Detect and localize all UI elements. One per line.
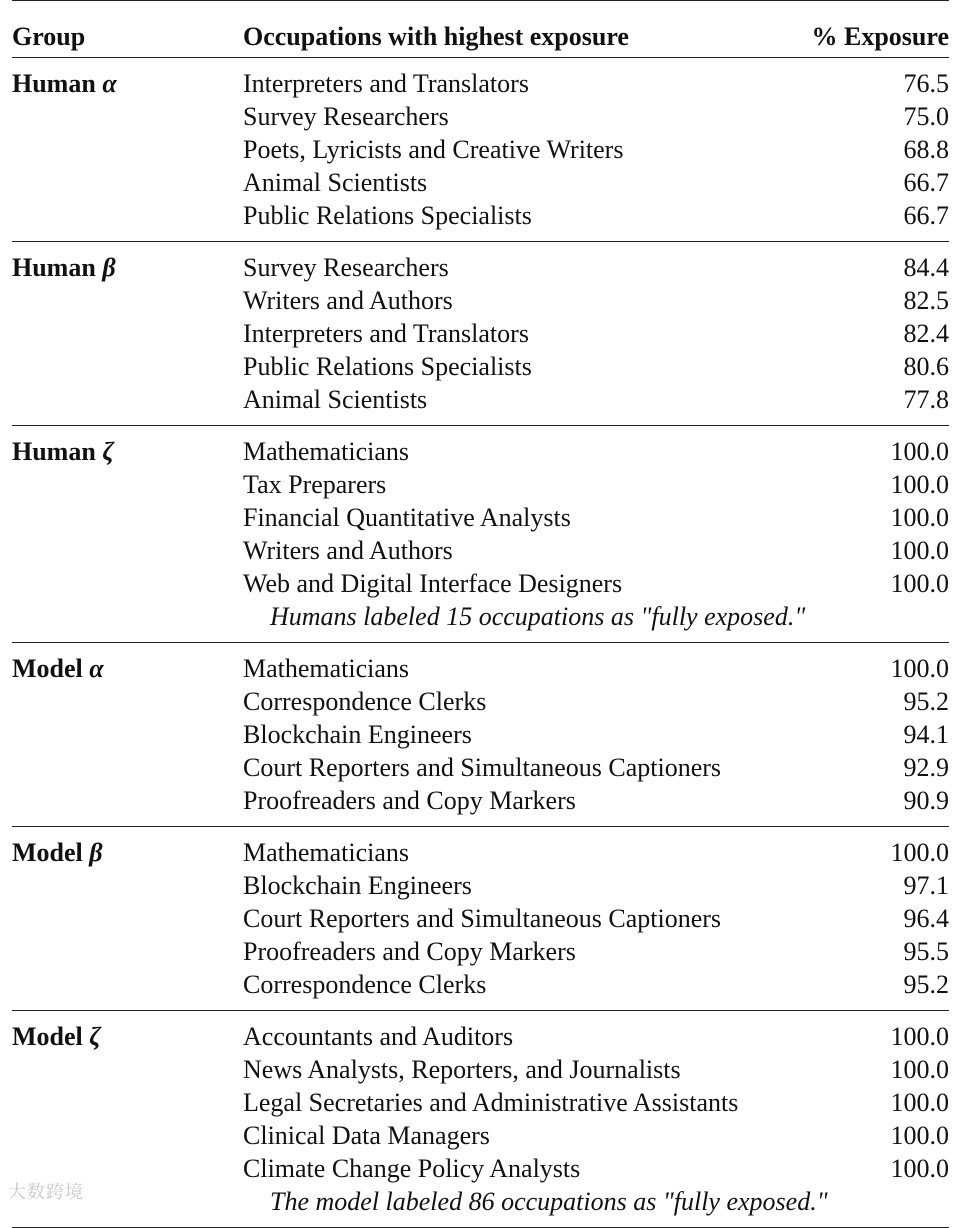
occupation-cell: Survey Researchers: [243, 102, 449, 131]
exposure-cell: 82.4: [903, 319, 949, 348]
exposure-table: [12, 0, 949, 1228]
table-row: [12, 751, 949, 784]
exposure-cell: 90.9: [903, 786, 949, 815]
table-row: [12, 968, 949, 1001]
occupation-cell: Proofreaders and Copy Markers: [243, 937, 576, 966]
table-row: [12, 501, 949, 534]
table-row: [12, 133, 949, 166]
occupation-cell: Interpreters and Translators: [243, 319, 529, 348]
occupation-cell: Mathematicians: [243, 654, 410, 683]
group-name: Human: [12, 253, 96, 282]
table-row: [12, 935, 949, 968]
occupation-cell: Court Reporters and Simultaneous Captioners: [243, 904, 722, 933]
exposure-cell: 100.0: [890, 1088, 949, 1117]
occupation-cell: Animal Scientists: [243, 168, 428, 197]
group-symbol: α: [102, 69, 117, 98]
table-group: [12, 827, 949, 1010]
exposure-cell: 100.0: [890, 1154, 949, 1183]
exposure-cell: 95.2: [903, 687, 949, 716]
table-group: [12, 426, 949, 642]
occupation-cell: Interpreters and Translators: [243, 69, 529, 98]
group-symbol: ζ: [89, 1022, 101, 1051]
occupation-cell: Tax Preparers: [243, 470, 387, 499]
group-note-text: Humans labeled 15 occupations as "fully exposed.": [270, 602, 806, 631]
exposure-cell: 100.0: [890, 503, 949, 532]
exposure-cell: 100.0: [890, 1022, 949, 1051]
table-row: [12, 100, 949, 133]
table-row: [12, 468, 949, 501]
header-occupations: Occupations with highest exposure: [243, 22, 629, 51]
occupation-cell: Court Reporters and Simultaneous Captioners: [243, 753, 722, 782]
occupation-cell: Web and Digital Interface Designers: [243, 569, 623, 598]
occupation-cell: Accountants and Auditors: [243, 1022, 514, 1051]
table-body: [12, 58, 949, 1228]
group-name: Model: [12, 838, 83, 867]
group-name: Human: [12, 69, 96, 98]
occupation-cell: Survey Researchers: [243, 253, 449, 282]
exposure-cell: 80.6: [903, 352, 949, 381]
group-note: [12, 600, 949, 633]
exposure-cell: 97.1: [903, 871, 949, 900]
occupation-cell: Writers and Authors: [243, 286, 453, 315]
table-row: [12, 836, 949, 869]
table-row: [12, 718, 949, 751]
table-row: [12, 652, 949, 685]
occupation-cell: Poets, Lyricists and Creative Writers: [243, 135, 624, 164]
group-name: Human: [12, 437, 96, 466]
group-note: [12, 1185, 949, 1218]
group-symbol: β: [102, 253, 116, 282]
group-symbol: β: [89, 838, 103, 867]
occupation-cell: Blockchain Engineers: [243, 871, 472, 900]
exposure-cell: 100.0: [890, 838, 949, 867]
table-row: [12, 1152, 949, 1185]
exposure-cell: 76.5: [903, 69, 949, 98]
table-row: [12, 685, 949, 718]
header-group: Group: [12, 22, 86, 51]
exposure-cell: 94.1: [903, 720, 949, 749]
table-row: [12, 869, 949, 902]
occupation-cell: Mathematicians: [243, 437, 410, 466]
table-row: [12, 317, 949, 350]
exposure-cell: 77.8: [903, 385, 949, 414]
table-row: [12, 902, 949, 935]
table-row: [12, 435, 949, 468]
occupation-cell: Writers and Authors: [243, 536, 453, 565]
table-row: [12, 1119, 949, 1152]
occupation-cell: Mathematicians: [243, 838, 410, 867]
occupation-cell: Legal Secretaries and Administrative Assistants: [243, 1088, 739, 1117]
occupation-cell: Correspondence Clerks: [243, 970, 487, 999]
occupation-cell: Climate Change Policy Analysts: [243, 1154, 581, 1183]
table-row: [12, 1086, 949, 1119]
exposure-cell: 66.7: [903, 201, 949, 230]
table-row: [12, 534, 949, 567]
table-row: [12, 166, 949, 199]
occupation-cell: Financial Quantitative Analysts: [243, 503, 571, 532]
occupation-cell: Public Relations Specialists: [243, 201, 532, 230]
group-name: Model: [12, 1022, 83, 1051]
exposure-cell: 82.5: [903, 286, 949, 315]
exposure-cell: 95.5: [903, 937, 949, 966]
table-header: [12, 1, 949, 57]
occupation-cell: Animal Scientists: [243, 385, 428, 414]
exposure-cell: 75.0: [903, 102, 949, 131]
exposure-cell: 100.0: [890, 654, 949, 683]
exposure-cell: 68.8: [903, 135, 949, 164]
occupation-cell: Correspondence Clerks: [243, 687, 487, 716]
group-symbol: α: [89, 654, 104, 683]
watermark: 大数跨境: [8, 1182, 84, 1203]
exposure-cell: 100.0: [890, 536, 949, 565]
table-row: [12, 1053, 949, 1086]
table-group: [12, 1011, 949, 1227]
group-name: Model: [12, 654, 83, 683]
header-exposure: % Exposure: [811, 22, 949, 51]
table-row: [12, 383, 949, 416]
occupation-cell: Blockchain Engineers: [243, 720, 472, 749]
occupation-cell: News Analysts, Reporters, and Journalists: [243, 1055, 681, 1084]
exposure-cell: 96.4: [903, 904, 949, 933]
table-row: [12, 567, 949, 600]
exposure-cell: 66.7: [903, 168, 949, 197]
table-group: [12, 242, 949, 425]
exposure-cell: 100.0: [890, 1055, 949, 1084]
table-row: [12, 284, 949, 317]
exposure-cell: 100.0: [890, 569, 949, 598]
exposure-cell: 100.0: [890, 1121, 949, 1150]
occupation-cell: Proofreaders and Copy Markers: [243, 786, 576, 815]
group-symbol: ζ: [102, 437, 114, 466]
table-group: [12, 643, 949, 826]
table-row: [12, 67, 949, 100]
table-row: [12, 784, 949, 817]
occupation-cell: Clinical Data Managers: [243, 1121, 490, 1150]
exposure-cell: 100.0: [890, 437, 949, 466]
table-group: [12, 58, 949, 241]
exposure-cell: 84.4: [903, 253, 949, 282]
table-row: [12, 199, 949, 232]
table-row: [12, 350, 949, 383]
table-row: [12, 251, 949, 284]
exposure-cell: 100.0: [890, 470, 949, 499]
table-row: [12, 1020, 949, 1053]
group-note-text: The model labeled 86 occupations as "fully exposed.": [270, 1187, 828, 1216]
exposure-cell: 92.9: [903, 753, 949, 782]
occupation-cell: Public Relations Specialists: [243, 352, 532, 381]
exposure-cell: 95.2: [903, 970, 949, 999]
